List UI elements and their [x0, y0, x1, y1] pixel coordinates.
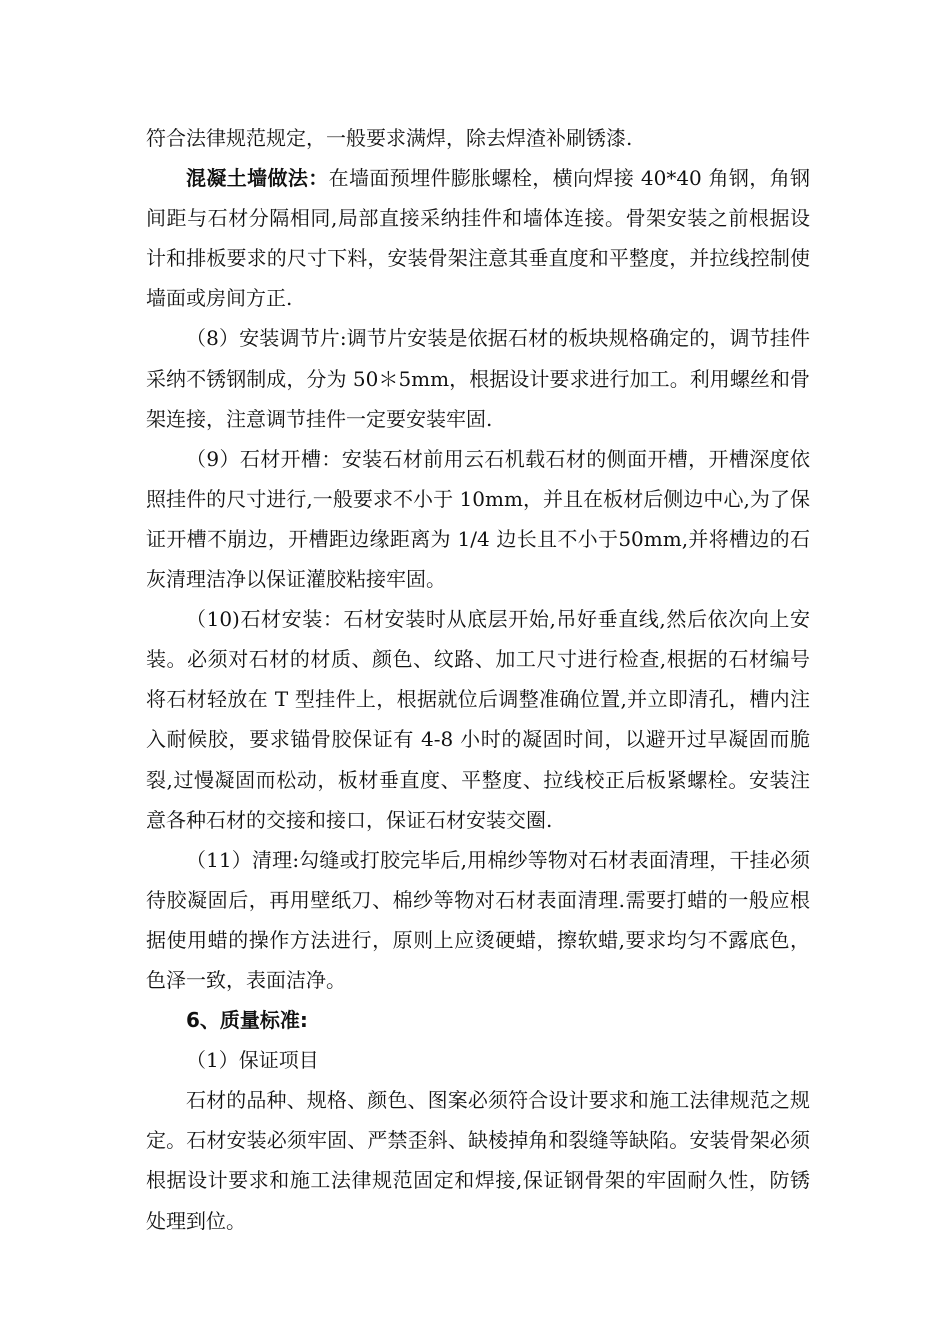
paragraph-concrete-wall: [146, 158, 810, 318]
concrete-wall-title: 混凝土墙做法：: [186, 166, 329, 191]
document-page: [146, 118, 810, 1241]
subheading-guarantee-items: （1）保证项目: [186, 1048, 319, 1073]
section-heading-quality-standard: 6、质量标准:: [186, 1008, 308, 1033]
paragraph-step-10: （10)石材安装：石材安装时从底层开始,吊好垂直线,然后依次向上安装。必须对石材的材质、颜色、纹路、加工尺寸进行检查,根据的石材编号将石材轻放在 T 型挂件上，根据就位后调整准确位置,并立即清孔，槽内注入耐候胶，要求锚骨胶保证有 4-8 小时的凝固时间，以避开过早凝固而脆裂,过慢凝固而松动，板材垂直度、平整度、拉线校正后板紧螺栓。安装注意各种石材的交接和接口，保证石材安装交圈.: [146, 607, 810, 832]
paragraph-guarantee-items: 石材的品种、规格、颜色、图案必须符合设计要求和施工法律规范之规定。石材安装必须牢固、严禁歪斜、缺棱掉角和裂缝等缺陷。安装骨架必须根据设计要求和施工法律规范固定和焊接,保证钢骨架的牢固耐久性，防锈处理到位。: [146, 1088, 810, 1233]
paragraph-step-9: （9）石材开槽：安装石材前用云石机载石材的侧面开槽，开槽深度依照挂件的尺寸进行,一般要求不小于 10mm，并且在板材后侧边中心,为了保证开槽不崩边，开槽距边缘距离为 1/4 边长且不小于50mm,并将槽边的石灰清理洁净以保证灌胶粘接牢固。: [146, 446, 810, 592]
paragraph-step-11: （11）清理:勾缝或打胶完毕后,用棉纱等物对石材表面清理，干挂必须待胶凝固后，再用壁纸刀、棉纱等物对石材表面清理.需要打蜡的一般应根据使用蜡的操作方法进行，原则上应烫硬蜡，擦软蜡,要求均匀不露底色，色泽一致，表面洁净。: [146, 847, 810, 992]
concrete-wall-body: 在墙面预埋件膨胀螺栓，横向焊接 40*40 角钢，角钢间距与石材分隔相同,局部直接采纳挂件和墙体连接。骨架安装之前根据设计和排板要求的尺寸下料，安装骨架注意其垂直度和平整度，并拉线控制使墙面或房间方正.: [146, 166, 810, 311]
paragraph-step-8: （8）安装调节片:调节片安装是依据石材的板块规格确定的，调节挂件采纳不锈钢制成，分为 50＊5mm，根据设计要求进行加工。利用螺丝和骨架连接，注意调节挂件一定要安装牢固.: [146, 326, 810, 431]
paragraph-weld-note: 符合法律规范规定，一般要求满焊，除去焊渣补刷锈漆.: [146, 126, 633, 150]
